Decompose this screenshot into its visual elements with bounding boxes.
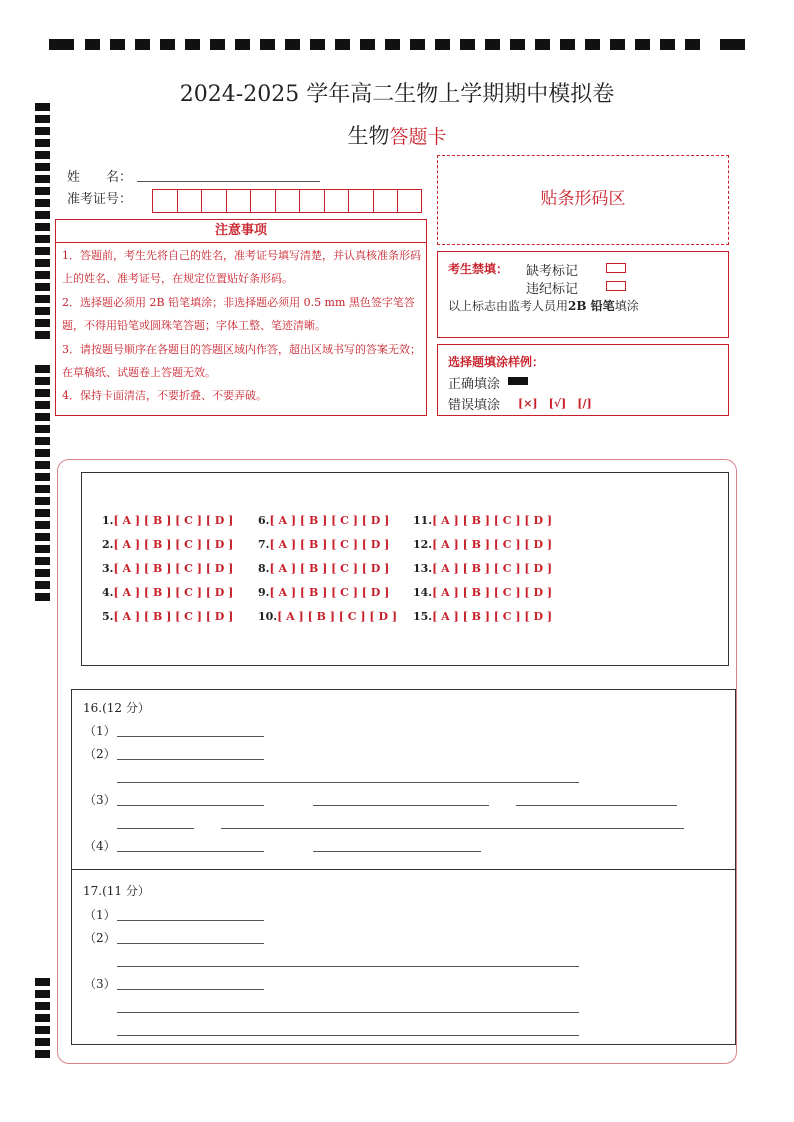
choice-question[interactable]: 4.[ A ] [ B ] [ C ] [ D ] [102,586,234,599]
fill-example-heading: 选择题填涂样例： [448,355,545,369]
answer-line[interactable] [117,851,264,852]
choice-question[interactable]: 15.[ A ] [ B ] [ C ] [ D ] [413,610,553,623]
answer-line[interactable] [117,805,264,806]
choice-question[interactable]: 12.[ A ] [ B ] [ C ] [ D ] [413,538,553,551]
forbidden-note: 以上标志由监考人员用2B 铅笔填涂 [448,299,639,313]
choice-question[interactable]: 7.[ A ] [ B ] [ C ] [ D ] [258,538,390,551]
choice-question[interactable]: 9.[ A ] [ B ] [ C ] [ D ] [258,586,390,599]
barcode-area[interactable]: 贴条形码区 [437,155,729,245]
absent-mark[interactable] [606,260,626,275]
q16-part-1: （1） [84,724,116,738]
q16-part-2: （2） [84,747,116,761]
page-subtitle [0,120,794,150]
forbidden-label: 考生禁填： [448,262,509,276]
absent-label: 缺考标记 [526,264,579,279]
question-16-section [71,689,736,870]
question-17-section [71,869,736,1045]
q16-header: 16.(12 分） [83,701,150,715]
answer-line[interactable] [313,851,481,852]
subject-name: 生物 [347,124,390,148]
choice-question[interactable]: 11.[ A ] [ B ] [ C ] [ D ] [413,514,553,527]
choice-question[interactable]: 1.[ A ] [ B ] [ C ] [ D ] [102,514,234,527]
correct-fill-label: 正确填涂 [448,377,501,392]
answer-line[interactable] [117,1012,579,1013]
note-item: 2．选择题必须用 2B 铅笔填涂；非选择题必须用 0.5 mm 黑色签字笔答题，不得用铅笔或圆珠笔答题；字体工整、笔迹清晰。 [62,296,415,332]
answer-line[interactable] [221,828,684,829]
name-label: 姓 名： [67,170,133,185]
choice-question[interactable]: 5.[ A ] [ B ] [ C ] [ D ] [102,610,234,623]
name-field[interactable] [137,181,320,182]
id-number-boxes[interactable] [152,189,422,213]
choice-question[interactable]: 10.[ A ] [ B ] [ C ] [ D ] [258,610,398,623]
violation-mark[interactable] [606,278,626,293]
id-label: 准考证号： [67,192,133,207]
notes-heading: 注意事项 [56,220,426,243]
choice-question[interactable]: 13.[ A ] [ B ] [ C ] [ D ] [413,562,553,575]
note-item: 3．请按题号顺序在各题目的答题区域内作答，超出区域书写的答案无效；在草稿纸、试题卷上答题无效。 [62,343,421,379]
fill-example-panel [437,344,729,416]
q16-part-4: （4） [84,839,116,853]
note-item: 4．保持卡面清洁，不要折叠、不要弄破。 [62,389,267,402]
answer-line[interactable] [117,1035,579,1036]
answer-line[interactable] [117,989,264,990]
answer-line[interactable] [313,805,489,806]
choice-question[interactable]: 6.[ A ] [ B ] [ C ] [ D ] [258,514,390,527]
note-item: 1．答题前，考生先将自己的姓名，准考证号填写清楚，并认真核准条形码上的姓名、准考证号，在规定位置贴好条形码。 [62,249,421,285]
notes-panel [55,219,427,416]
answer-line[interactable] [117,966,579,967]
card-label: 答题卡 [389,126,447,148]
wrong-fill-marks: [×] [√] [/] [518,397,592,410]
q17-part-2: （2） [84,931,116,945]
q17-part-1: （1） [84,908,116,922]
answer-line[interactable] [117,782,579,783]
correct-fill-mark [508,377,528,385]
answer-line[interactable] [117,759,264,760]
choice-question[interactable]: 2.[ A ] [ B ] [ C ] [ D ] [102,538,234,551]
answer-line[interactable] [117,943,264,944]
answer-line[interactable] [117,920,264,921]
answer-line[interactable] [516,805,677,806]
answer-line[interactable] [117,736,264,737]
choice-question[interactable]: 8.[ A ] [ B ] [ C ] [ D ] [258,562,390,575]
q17-part-3: （3） [84,977,116,991]
q17-header: 17.(11 分） [83,884,150,898]
wrong-fill-label: 错误填涂 [448,398,501,413]
choice-question[interactable]: 14.[ A ] [ B ] [ C ] [ D ] [413,586,553,599]
violation-label: 违纪标记 [526,282,579,297]
q16-part-3: （3） [84,793,116,807]
page-title: 2024-2025 学年高二生物上学期期中模拟卷 [179,82,615,107]
choice-question[interactable]: 3.[ A ] [ B ] [ C ] [ D ] [102,562,234,575]
answer-line[interactable] [117,828,194,829]
forbidden-panel [437,251,729,338]
